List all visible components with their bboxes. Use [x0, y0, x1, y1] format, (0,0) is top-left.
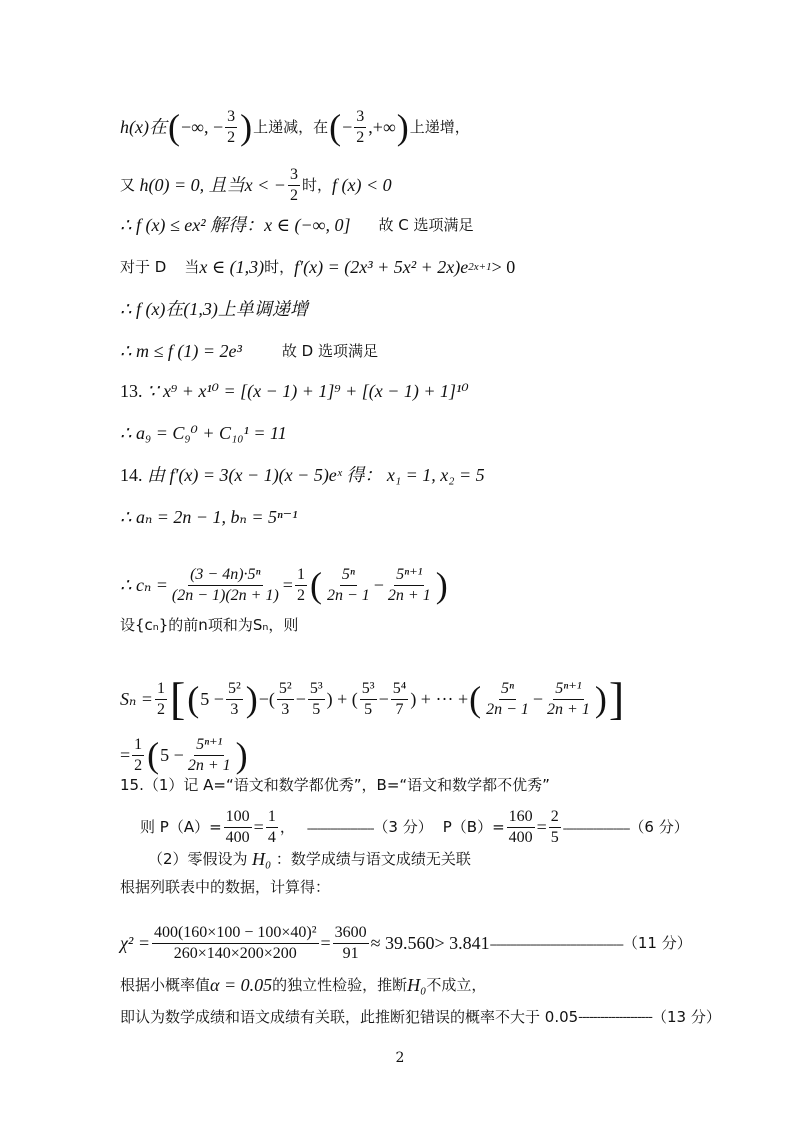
line-q14a — [120, 466, 485, 484]
line-q15b — [140, 808, 689, 846]
paren: ( — [469, 679, 482, 719]
fraction-cn: $\frac{\text{(3 − 4n)·5ⁿ}}{(2n - 1)(2n + 1)}$ — [171, 566, 279, 604]
line-mono-inc — [120, 300, 308, 318]
paren: ( — [187, 679, 200, 719]
paren: ( — [167, 107, 180, 148]
equals: = — [282, 575, 293, 596]
line-q14b — [120, 508, 298, 526]
line-q15c — [148, 850, 471, 868]
paren: ) — [396, 107, 409, 148]
pb-label: P（B）= — [442, 817, 505, 836]
page-number: 2 — [395, 1050, 405, 1066]
term: 5 − — [200, 689, 224, 709]
sum-definition: 设{cₙ}的前n项和为Sₙ，则 — [120, 616, 299, 634]
line-q15a — [120, 778, 550, 793]
frac-b: $\frac{\text{5²}}{3}$ — [278, 679, 292, 718]
x-less: x < − — [244, 175, 286, 196]
compute-text: 根据列联表中的数据，计算得： — [120, 878, 331, 896]
line-h0 — [120, 166, 392, 204]
gt-zero: > 0 — [491, 257, 516, 277]
neg-infinity: −∞, − — [180, 117, 224, 138]
equals: = — [320, 933, 331, 954]
line-m-bound — [120, 342, 378, 360]
null-hyp-label: （2）零假设为 — [148, 849, 248, 868]
question-number: 13. — [120, 381, 143, 401]
line-q14e — [120, 673, 625, 724]
frac-a: $\frac{\text{5²}}{3}$ — [227, 679, 241, 718]
paren: ) — [235, 735, 248, 776]
frac-c: $\frac{\text{5³}}{5}$ — [309, 679, 323, 718]
h-text: h(x)在 — [120, 117, 167, 138]
paren: ) — [240, 107, 253, 148]
frac-d: $\frac{\text{5³}}{5}$ — [361, 679, 375, 718]
increasing-text: 上递增， — [409, 117, 470, 136]
for-d-text: 对于 D — [120, 257, 167, 276]
minus: − — [373, 575, 384, 596]
fraction-3-2: $\frac{3}{2}$ — [227, 108, 236, 146]
null-hyp-text: ：数学成绩与语文成绩无关联 — [275, 849, 471, 868]
paren: ( — [329, 107, 342, 148]
line-h-monotonic — [120, 108, 470, 146]
frac-pb: $\frac{160}{400}$ — [508, 808, 533, 846]
score-dashes: -------------------- — [562, 819, 630, 835]
paren: ) — [435, 565, 448, 606]
alpha-label: 根据小概率值 — [120, 975, 211, 994]
term: ) + ··· + — [410, 689, 469, 709]
equals: = — [253, 817, 264, 838]
equals: = — [536, 817, 547, 838]
shi-text: 时， — [264, 257, 295, 276]
frac-result: $\frac{\text{5ⁿ⁺¹}}{2n + 1}$ — [187, 736, 231, 774]
score-dashes: -------------------- — [306, 819, 374, 835]
line-q13b — [120, 424, 287, 442]
an-bn: ∴ aₙ = 2n − 1, bₙ = 5ⁿ⁻¹ — [120, 507, 298, 527]
line-q14f — [120, 736, 249, 774]
score-dashes: ---------------------------------------- — [489, 935, 623, 951]
line-for-d: 对于 D 当 x ∈ (1,3) 时， f′(x) = (2x³ + 5x² + 2x)e 2x+1 > 0 — [120, 257, 516, 277]
roots: x₁ = 1, x₂ = 5 — [386, 465, 485, 485]
paren: ) — [594, 679, 607, 719]
h0-symbol: H₀ — [252, 849, 272, 869]
fx-neg: f (x) < 0 — [331, 175, 392, 196]
frac-pb-reduced: $\frac{2}{5}$ — [550, 808, 559, 846]
frac-chi: $\frac{\text{400(160×100 − 100×40)²}}{260\times 140\times 200\times 200}$ — [153, 924, 317, 962]
sn-lhs: Sₙ = — [120, 689, 153, 709]
line-q14c — [120, 566, 449, 604]
paren: ( — [309, 565, 322, 606]
paren: ( — [147, 735, 160, 776]
line-q15e — [120, 924, 692, 962]
decreasing-text: 上递减，在 — [253, 117, 329, 136]
interval: x ∈ (1,3) — [199, 257, 265, 277]
term: − — [532, 689, 544, 709]
frac-chi-value: $\frac{3600}{91}$ — [334, 924, 367, 962]
cn-lhs: ∴ cₙ = — [120, 575, 168, 596]
inequality-solution: ∴ f (x) ≤ ex² 解得：x ∈ (−∞, 0] — [120, 215, 351, 235]
frac-g: $\frac{\text{5ⁿ⁺¹}}{2n + 1}$ — [547, 679, 590, 718]
fraction-term2: $\frac{\text{5ⁿ⁺¹}}{2n + 1}$ — [387, 566, 431, 604]
h0-expr: h(0) = 0, 且当 — [139, 175, 245, 196]
pa-label: 则 P（A）= — [140, 817, 222, 836]
h0-symbol: H₀ — [407, 975, 427, 995]
chi-square-lhs: χ² = — [120, 933, 150, 954]
frac-f: $\frac{\text{5ⁿ}}{2n - 1}$ — [486, 679, 529, 718]
line-q13a — [120, 382, 469, 400]
term: − — [378, 689, 389, 709]
term: 5 − — [160, 745, 184, 766]
line-q15d — [120, 880, 330, 895]
independence-test: 的独立性检验，推断 — [272, 975, 408, 994]
not-hold: 不成立， — [426, 975, 487, 994]
fraction-term1: $\frac{\text{5ⁿ}}{2n - 1}$ — [326, 566, 370, 604]
fraction-half: $\frac{1}{2}$ — [156, 679, 165, 718]
fraction-3-2b: $\frac{3}{2}$ — [356, 108, 365, 146]
fraction-half: $\frac{1}{2}$ — [296, 566, 305, 604]
chi-approx: ≈ 39.560> 3.841 — [370, 933, 490, 954]
bracket: [ — [169, 673, 186, 724]
score-dashes: -------------------- — [578, 1010, 652, 1025]
when-text: 当 — [184, 257, 200, 276]
event-definition: 15.（1）记 A=“语文和数学都优秀”，B=“语文和数学都不优秀” — [120, 776, 550, 794]
binomial-expansion: ∵ x⁹ + x¹⁰ = [(x − 1) + 1]⁹ + [(x − 1) + 1]¹⁰ — [147, 381, 469, 401]
line-q15g — [120, 1010, 721, 1025]
conclusion: 即认为数学成绩和语文成绩有关联，此推断犯错误的概率不大于 0.05 — [120, 1008, 579, 1026]
m-bound-expr: ∴ m ≤ f (1) = 2e³ — [120, 341, 242, 361]
shi-text: 时， — [301, 175, 332, 194]
score-11: （11 分） — [622, 933, 692, 952]
pos-infinity: ,+∞ — [368, 117, 396, 138]
term: − — [295, 689, 306, 709]
frac-pa-reduced: $\frac{1}{4}$ — [267, 808, 276, 846]
score-13: （13 分） — [652, 1008, 721, 1026]
term: −( — [258, 689, 275, 709]
line-q14d — [120, 618, 298, 633]
monotonic-increase: ∴ f (x)在(1,3)上单调递增 — [120, 299, 308, 319]
fraction-3-2c: $\frac{3}{2}$ — [289, 166, 298, 204]
question-number: 14. — [120, 465, 143, 485]
a9-value: ∴ a₉ = C₉⁰ + C₁₀¹ = 11 — [120, 423, 287, 443]
paren: ) — [245, 679, 258, 719]
neg: − — [342, 117, 353, 138]
line-therefore-c — [120, 216, 474, 234]
alpha-value: α = 0.05 — [210, 975, 273, 995]
fraction-half: $\frac{1}{2}$ — [134, 736, 143, 774]
term: ) + ( — [326, 689, 358, 709]
derivative-expr: f′(x) = (2x³ + 5x² + 2x)e — [294, 257, 469, 277]
option-d-note: 故 D 选项满足 — [281, 341, 378, 360]
bracket: ] — [608, 673, 625, 724]
option-c-note: 故 C 选项满足 — [378, 215, 474, 234]
score-3: （3 分） — [373, 817, 433, 836]
score-6: （6 分） — [629, 817, 689, 836]
you-text: 又 — [120, 175, 136, 194]
frac-e: $\frac{\text{5⁴}}{7}$ — [392, 679, 407, 718]
derivative-expr: 由 f′(x) = 3(x − 1)(x − 5)eˣ 得： — [147, 465, 383, 485]
line-q15f — [120, 976, 486, 994]
comma: ， — [279, 817, 295, 836]
equals: = — [120, 745, 131, 766]
frac-pa: $\frac{100}{400}$ — [225, 808, 250, 846]
